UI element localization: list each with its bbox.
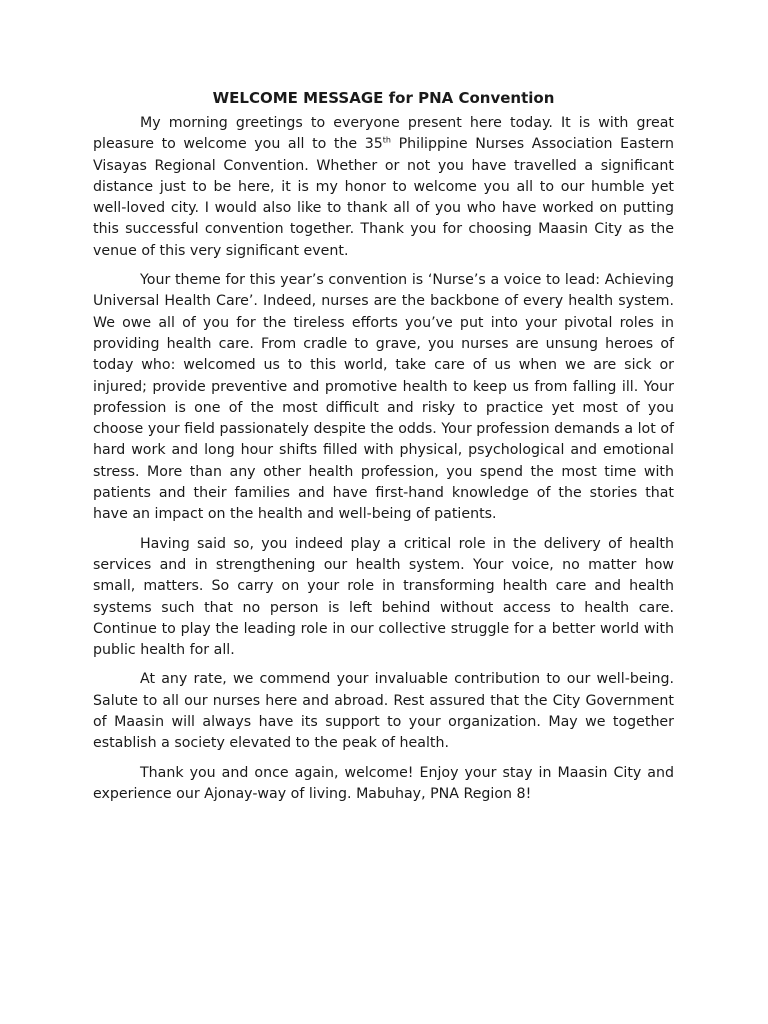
- paragraph-greeting-text-start: My morning greetings to everyone present here today. It is with great pleasure to welcome you all to the 35: [93, 115, 674, 153]
- ordinal-suffix: th: [382, 135, 392, 145]
- paragraph-closing: Thank you and once again, welcome! Enjoy your stay in Maasin City and experience our Ajonay-way of living. Mabuhay, PNA Region 8!: [93, 764, 674, 802]
- document-page: [93, 88, 674, 813]
- paragraph-greeting-text-end: Philippine Nurses Association Eastern Visayas Regional Convention. Whether or not you have travelled a significant distance just to be here, it is my honor to welcome you all to our humble yet well-loved city. I would also like to thank all of you who have worked on putting this successful convention together. Thank you for choosing Maasin City as the venue of this very significant event.: [93, 136, 675, 259]
- paragraph-greeting: [93, 113, 674, 262]
- paragraph-theme: Your theme for this year’s convention is ‘Nurse’s a voice to lead: Achieving Universal Health Care’. Indeed, nurses are the backbone of every health system. We owe all of you for the tireless efforts you’ve put into your pivotal roles in providing health care. From cradle to grave, you nurses are unsung heroes of today who: welcomed us to this world, take care of us when we are sick or injured; provide preventive and promotive health to keep us from falling ill. Your profession is one of the most difficult and risky to practice yet most of you choose your field passionately despite the odds. Your profession demands a lot of hard work and long hour shifts filled with physical, psychological and emotional stress. More than any other health profession, you spend the most time with patients and their families and have first-hand knowledge of the stories that have an impact on the health and well-being of patients.: [93, 272, 674, 523]
- document-title: WELCOME MESSAGE for PNA Convention: [212, 89, 555, 107]
- paragraph-critical-role: Having said so, you indeed play a critical role in the delivery of health services and in strengthening our health system. Your voice, no matter how small, matters. So carry on your role in transforming health care and health systems such that no person is left behind without access to health care. Continue to play the leading role in our collective struggle for a better world with public health for all.: [93, 535, 674, 659]
- paragraph-commendation: At any rate, we commend your invaluable contribution to our well-being. Salute to all our nurses here and abroad. Rest assured that the City Government of Maasin will always have its support to your organization. May we together establish a society elevated to the peak of health.: [93, 671, 674, 752]
